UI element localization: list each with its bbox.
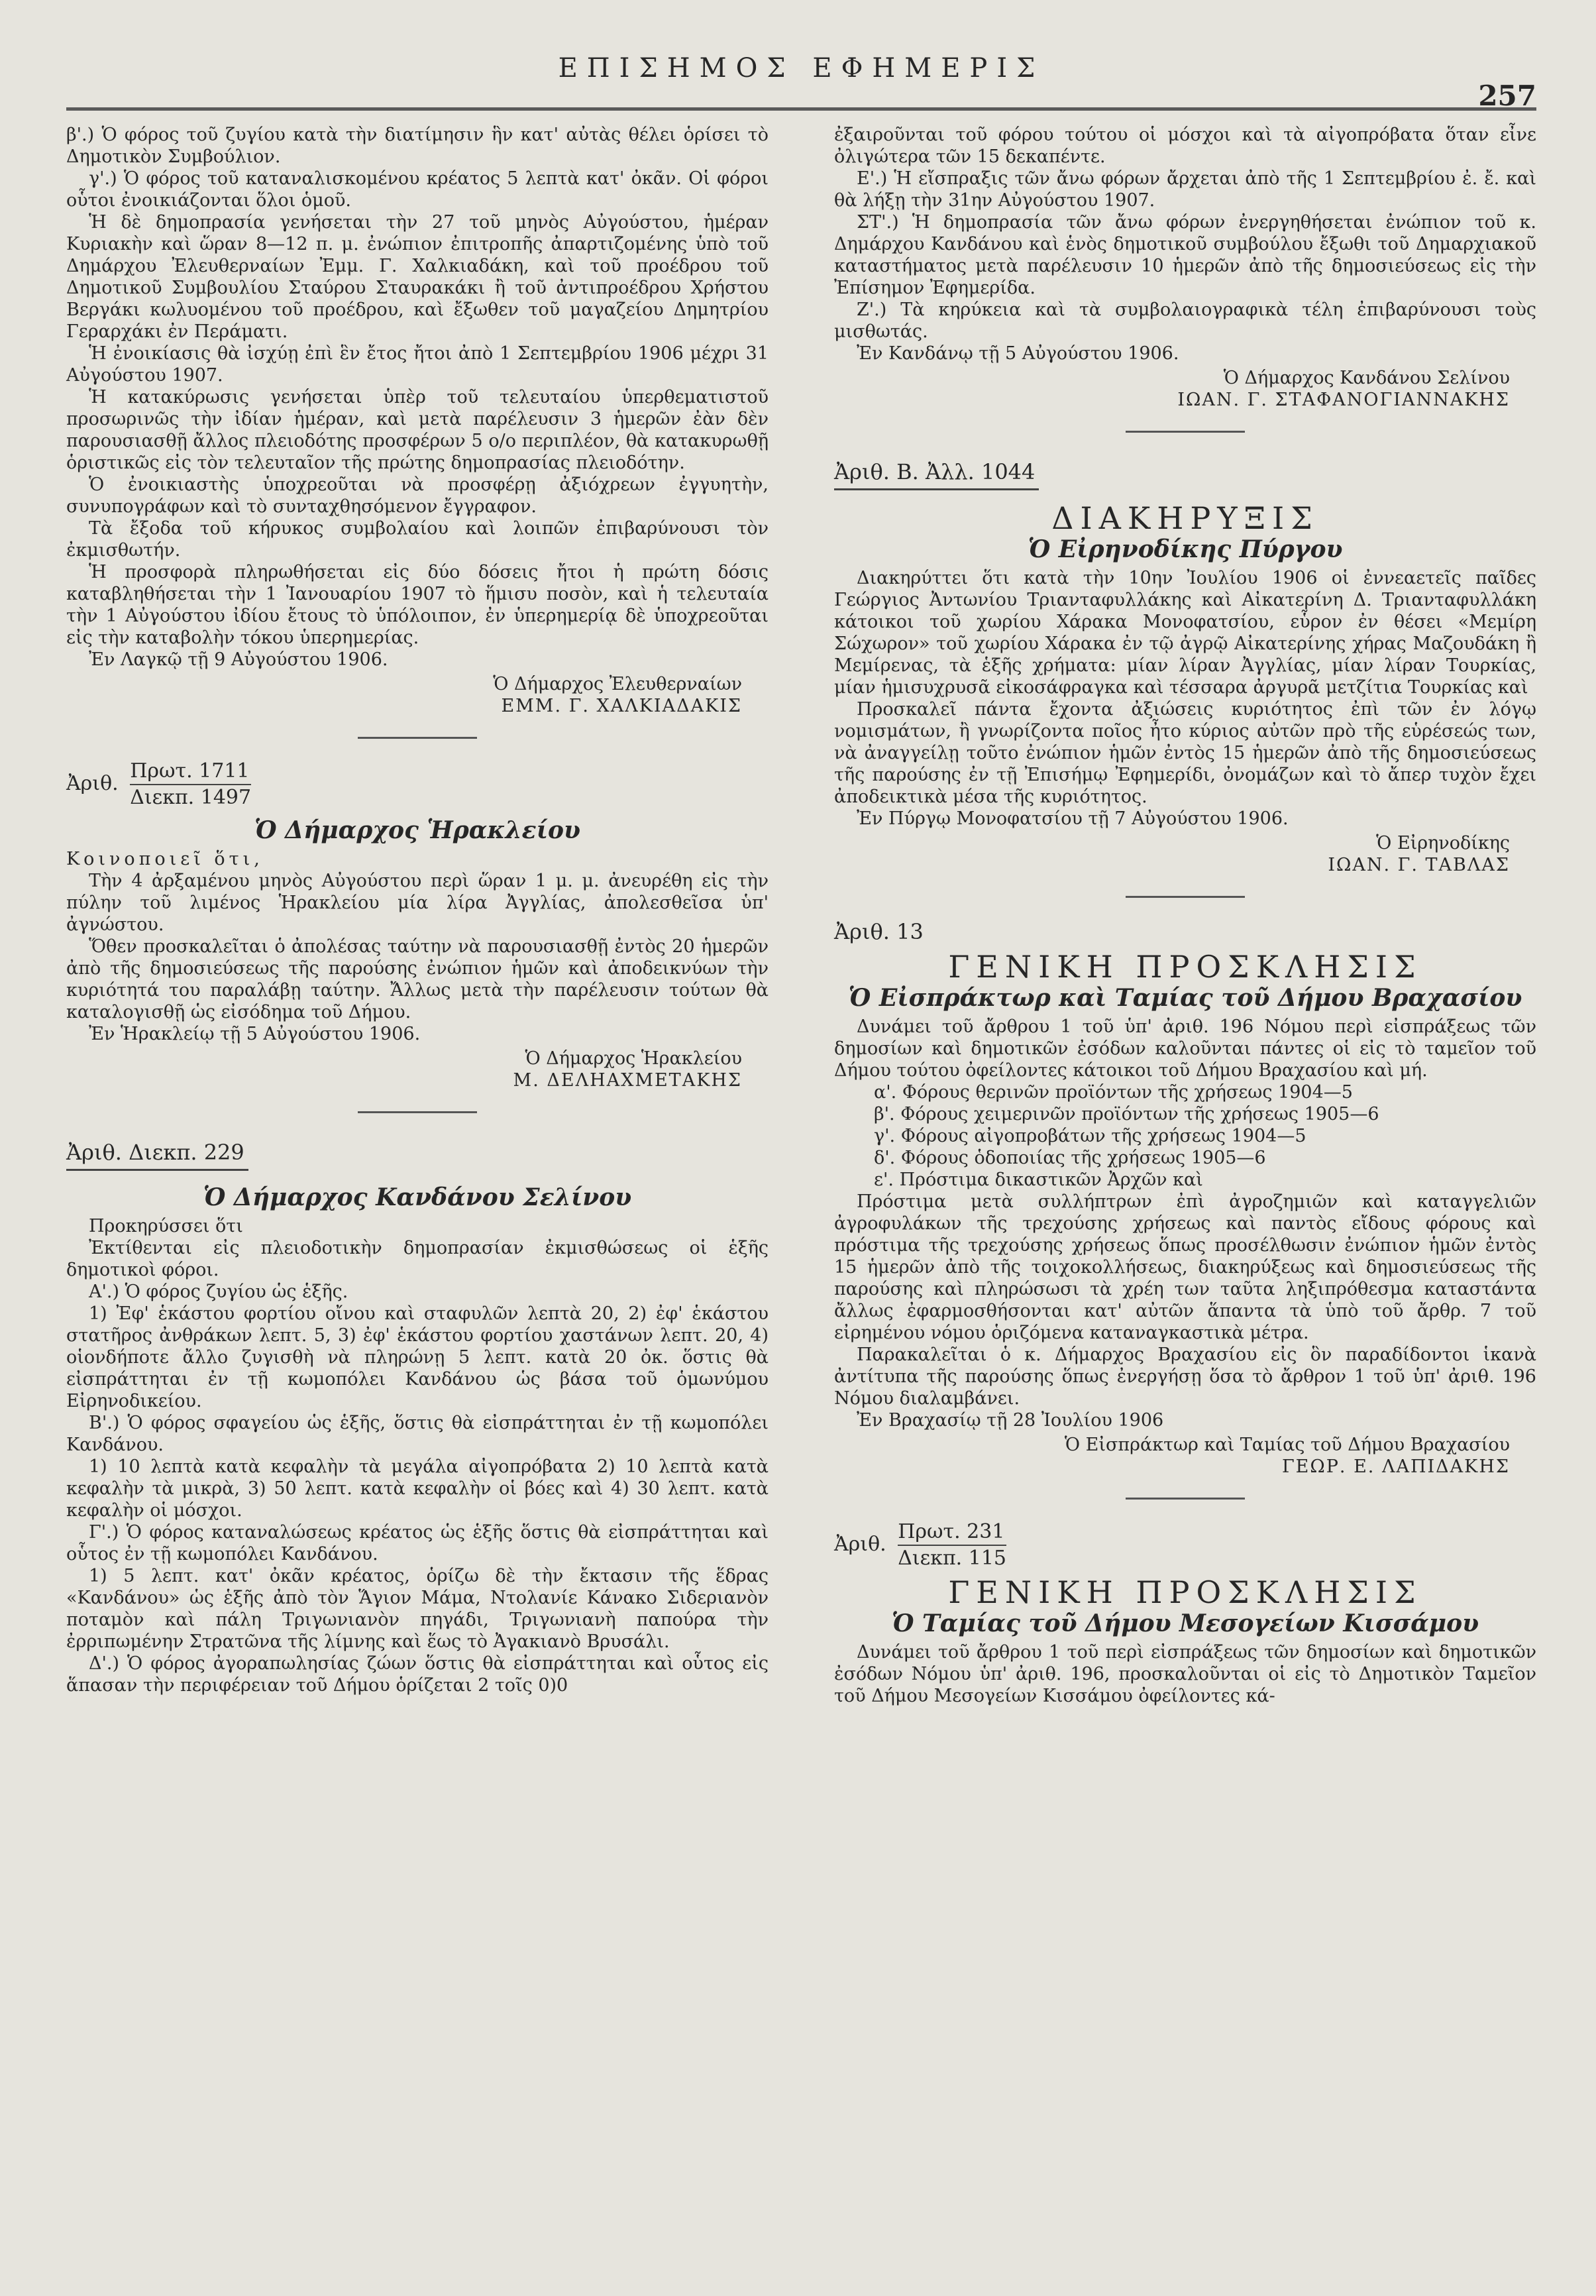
paragraph: 1) 10 λεπτὰ κατὰ κεφαλὴν τὰ μεγάλα αἰγοπρόβατα 2) 10 λεπτὰ κατὰ κεφαλὴν τὰ μικρὰ, 3) 50 λεπτ. κατὰ κεφαλὴν οἱ βόες καὶ 4) 30 λεπτ. κατὰ κεφαλὴν οἱ μόσχοι. [66,1456,769,1521]
notice-number [834,1519,1536,1571]
paragraph: Ὁ ἐνοικιαστὴς ὑποχρεοῦται νὰ προσφέρῃ ἀξιόχρεων ἐγγυητὴν, συνυπογράφων καὶ τὸ συνταχθησόμενον ἔγγραφον. [66,474,769,517]
signature-name: ΙΩΑΝ. Γ. ΣΤΑΦΑΝΟΓΙΑΝΝΑΚΗΣ [1177,390,1510,410]
notice-subheading: Κοινοποιεῖ ὅτι, [66,849,264,869]
list-item: γ'. Φόρους αἰγοπροβάτων τῆς χρήσεως 1904—5 [874,1126,1306,1146]
notice-number: Ἀριθ. Διεκπ. 229 [66,1138,248,1171]
signature-title: Ὁ Δήμαρχος Ἡρακλείου [525,1048,742,1069]
signature [66,673,769,717]
notice-number: Ἀριθ. 13 [834,919,924,944]
signature-name: ΕΜΜ. Γ. ΧΑΛΚΙΑΔΑΚΙΣ [501,696,742,716]
notice-heading: Ὁ Δήμαρχος Ἡρακλείου [254,816,580,844]
paragraph: Ἡ κατακύρωσις γενήσεται ὑπὲρ τοῦ τελευταίου ὑπερθεματιστοῦ προσωρινῶς τὴν ἰδίαν ἡμέραν, καὶ μετὰ παρέλευσιν 3 ἡμερῶν ἐὰν δὲν παρουσιασθῇ ἄλλος πλειοδότης προσφέρων 5 ο/ο περιπλέον, θὰ κατακυρωθῇ ὁριστικῶς εἰς τὸν τελευταῖον τῆς πρώτης δημοπρασίας πλειοδότην. [66,387,769,473]
left-column [66,124,769,1707]
signature-title: Ὁ Εἰρηνοδίκης [1376,833,1510,853]
paragraph: Γ'.) Ὁ φόρος καταναλώσεως κρέατος ὡς ἑξῆς ὅστις θὰ εἰσπράττηται καὶ οὗτος ἐν τῇ κωμοπόλει Κανδάνου. [66,1522,769,1564]
arith-label: Ἀριθ. [834,1533,886,1556]
paragraph: ἐξαιροῦνται τοῦ φόρου τούτου οἱ μόσχοι καὶ τὰ αἰγοπρόβατα ὅταν εἶνε ὀλιγώτερα τῶν 15 δεκαπέντε. [834,125,1536,167]
separator [358,737,477,739]
list-item: α'. Φόρους θερινῶν προϊόντων τῆς χρήσεως 1904—5 [874,1082,1353,1103]
list-item: ε'. Πρόστιμα δικαστικῶν Ἀρχῶν καὶ [874,1170,1203,1190]
place-date: Ἐν Λαγκῷ τῇ 9 Αὐγούστου 1906. [89,649,388,670]
separator [1126,431,1245,433]
notice-heraklion [66,759,769,1091]
notice-kandanos [66,1133,769,1696]
paragraph: Ὅθεν προσκαλεῖται ὁ ἀπολέσας ταύτην νὰ παρουσιασθῇ ἐντὸς 20 ἡμερῶν ἀπὸ τῆς δημοσιεύσεως τῆς παρούσης ἐνώπιον ἡμῶν καὶ ἀποδεικνύων τὴν κυριότητά του παραλάβῃ ταύτην. Ἄλλως μετὰ τὴν παρέλευσιν τούτων θὰ καταλογισθῇ ὡς εἰσόδημα τοῦ Δήμου. [66,936,769,1022]
paragraph: Ἐκτίθενται εἰς πλειοδοτικὴν δημοπρασίαν ἐκμισθώσεως οἱ ἑξῆς δημοτικοὶ φόροι. [66,1238,769,1280]
notice-number: Ἀριθ. Β. Ἀλλ. 1044 [834,458,1039,490]
dispatch-number: Διεκπ. 115 [898,1547,1006,1570]
paragraph: Ζ'.) Τὰ κηρύκεια καὶ τὰ συμβολαιογραφικὰ τέλη ἐπιβαρύνουσι τοὺς μισθωτάς. [834,300,1536,342]
signature-title: Ὁ Δήμαρχος Κανδάνου Σελίνου [1223,368,1510,388]
paragraph: Ἡ ἐνοικίασις θὰ ἰσχύῃ ἐπὶ ἓν ἔτος ἤτοι ἀπὸ 1 Σεπτεμβρίου 1906 μέχρι 31 Αὐγούστου 1907. [66,343,769,386]
signature-title: Ὁ Δήμαρχος Ἐλευθερναίων [493,674,742,694]
list-item: δ'. Φόρους ὁδοποιίας τῆς χρήσεως 1905—6 [874,1148,1266,1168]
paragraph: Ἡ δὲ δημοπρασία γενήσεται τὴν 27 τοῦ μηνὸς Αὐγούστου, ἡμέραν Κυριακὴν καὶ ὥραν 8—12 π. μ. ἐνώπιον ἐπιτροπῆς ἀπαρτιζομένης ὑπὸ τοῦ Δημάρχου Ἐλευθερναίων Ἐμμ. Γ. Χαλκιαδάκη, καὶ τοῦ προέδρου τοῦ Δημοτικοῦ Συμβουλίου Σταύρου Σταυρακάκι ἢ τοῦ ἀντιπροέδρου Χρήστου Βεργάκι κωλυομένου τοῦ προέδρου, καὶ ἔξωθεν τοῦ μαγαζείου Δημητρίου Γεραρχάκι ἐν Περάματι. [66,212,769,342]
paragraph: Δ'.) Ὁ φόρος ἀγοραπωλησίας ζώων ὅστις θὰ εἰσπράττηται καὶ οὗτος εἰς ἅπασαν τὴν περιφέρειαν τοῦ Δήμου ὁρίζεται 2 τοῖς 0)0 [66,1653,769,1696]
separator [1126,1498,1245,1500]
paragraph: Δυνάμει τοῦ ἄρθρου 1 τοῦ περὶ εἰσπράξεως τῶν δημοσίων καὶ δημοτικῶν ἐσόδων Νόμου ὑπ' ἀριθ. 196, προσκαλοῦνται οἱ εἰς τὸ Δημοτικὸν Ταμεῖον τοῦ Δήμου Μεσογείων Κισσάμου ὀφείλοντες κά- [834,1642,1536,1706]
place-date: Ἐν Βραχασίῳ τῇ 28 Ἰουλίου 1906 [857,1410,1164,1431]
paragraph: Β'.) Ὁ φόρος σφαγείου ὡς ἑξῆς, ὅστις θὰ εἰσπράττηται ἐν τῇ κωμοπόλει Κανδάνου. [66,1413,769,1455]
paragraph: Ἡ προσφορὰ πληρωθήσεται εἰς δύο δόσεις ἤτοι ἡ πρώτη δόσις καταβληθήσεται τὴν 1 Ἰανουαρίου 1907 τὸ ἥμισυ ποσὸν, καὶ ἡ τελευταία τὴν 1 Αὐγούστου ἰδίου ἔτους τὸ ὑπόλοιπον, ἐν ὑπερημερίᾳ δὲ ὑποχρεοῦται εἰς τὴν καταβολὴν τόκου ὑπερημερίας. [66,562,769,648]
header-rule [66,107,1536,111]
place-date: Ἐν Κανδάνῳ τῇ 5 Αὐγούστου 1906. [857,343,1179,364]
right-column [834,124,1536,1707]
paragraph: Διακηρύττει ὅτι κατὰ τὴν 10ην Ἰουλίου 1906 οἱ ἐννεαετεῖς παῖδες Γεώργιος Ἀντωνίου Τριανταφυλλάκης καὶ Αἰκατερίνη Δ. Τριανταφυλλάκη κάτοικοι τοῦ χωρίου Χάρακα Μονοφατσίου, εὗρον ἐν θέσει «Μεμίρη Σώχωρον» τοῦ χωρίου Χάρακα ἐν τῷ ἀγρῷ Αἰκατερίνης χήρας Μαζουδάκη ἢ Μεμίρενας, τὰ ἑξῆς χρήματα: μίαν λίραν Ἀγγλίας, μίαν λίραν Τουρκίας, μίαν ἡμισυχρυσᾶ εἰκοσάφραγκα καὶ τέσσαρα ἀργυρᾶ μετζίτια Τουρκίας καὶ [834,568,1536,698]
signature-name: Μ. ΔΕΛΗΑΧΜΕΤΑΚΗΣ [513,1070,742,1091]
list-item: β'. Φόρους χειμερινῶν προϊόντων τῆς χρήσεως 1905—6 [874,1104,1379,1124]
signature [834,367,1536,411]
page-number: 257 [1478,80,1536,112]
notice-vrachasi [834,918,1536,1478]
protocol-number: Πρωτ. 1711 [130,759,251,785]
notice-pyrgos [834,453,1536,876]
paragraph: Προσκαλεῖ πάντα ἔχοντα ἀξιώσεις κυριότητος ἐπὶ τῶν ἐν λόγῳ νομισμάτων, ἢ γνωρίζοντα ποῖος ἦτο κύριος αὐτῶν πρὸ τῆς εὑρέσεώς των, νὰ ἀναγγείλῃ τοῦτο ἐνώπιον ἡμῶν ἐντὸς 15 ἡμερῶν ἀπὸ τῆς δημοσιεύσεως τῆς παρούσης ἐν τῇ Ἐπισήμῳ Ἐφημερίδι, ὀνομάζων καὶ τὸ ἄπερ τυχὸν ἔχει ἀποδεικτικὰ μέσα τῆς κυριότητος. [834,699,1536,807]
continued-notice [834,124,1536,411]
notice-mesogeia [834,1519,1536,1707]
place-date: Ἐν Πύργῳ Μονοφατσίου τῇ 7 Αὐγούστου 1906. [857,808,1289,829]
paragraph: β'.) Ὁ φόρος τοῦ ζυγίου κατὰ τὴν διατίμησιν ἣν κατ' αὐτὰς θέλει ὁρίσει τὸ Δημοτικὸν Συμβούλιον. [66,125,769,167]
notice-heading: Ὁ Εἰσπράκτωρ καὶ Ταμίας τοῦ Δήμου Βραχασίου [848,984,1522,1012]
paragraph: 1) Ἐφ' ἑκάστου φορτίου οἴνου καὶ σταφυλῶν λεπτὰ 20, 2) ἐφ' ἑκάστου στατῆρος ἀνθράκων λεπτ. 5, 3) ἐφ' ἑκάστου φορτίου χαστάνων λεπτ. 20, 4) οἱονδήποτε ἄλλο ζυγισθὴ νὰ πληρώνῃ 5 λεπτ. κατὰ 20 ὀκ. ὅστις θὰ εἰσπράττηται ἐν τῇ κωμοπόλει Κανδάνου ὡς βάσα τοῦ ὁμωνύμου Εἰρηνοδικείου. [66,1303,769,1411]
tax-list [834,1081,1536,1191]
paragraph: Παρακαλεῖται ὁ κ. Δήμαρχος Βραχασίου εἰς ὃν παραδίδοντοι ἱκανὰ ἀντίτυπα τῆς παρούσης ὅπως ἐνεργήσῃ ὅσα τὸ ἄρθρον 1 τοῦ ὑπ' ἀριθ. 196 Νόμου διαλαμβάνει. [834,1344,1536,1409]
arith-label: Ἀριθ. [66,772,119,795]
paragraph: Α'.) Ὁ φόρος ζυγίου ὡς ἑξῆς. [89,1282,348,1302]
separator [1126,896,1245,898]
signature [834,832,1536,876]
notice-title: ΔΙΑΚΗΡΥΞΙΣ [1051,500,1319,536]
paragraph: Ε'.) Ἡ εἴσπραξις τῶν ἄνω φόρων ἄρχεται ἀπὸ τῆς 1 Σεπτεμβρίου ἐ. ἔ. καὶ θὰ λήξῃ τὴν 31ην Αὐγούστου 1907. [834,168,1536,211]
notice-heading: Ὁ Ταμίας τοῦ Δήμου Μεσογείων Κισσάμου [891,1610,1479,1637]
signature-name: ΙΩΑΝ. Γ. ΤΑΒΛΑΣ [1328,855,1510,875]
signature [834,1434,1536,1478]
protocol-number: Πρωτ. 231 [898,1519,1006,1546]
paragraph: 1) 5 λεπτ. κατ' ὀκᾶν κρέατος, ὁρίζω δὲ τὴν ἔκτασιν τῆς ἕδρας «Κανδάνου» ὡς ἑξῆς ἀπὸ τὸν Ἅγιον Μάμα, Ντολανίε Κάνακο Σιδεριανὸν ποταμὸν καὶ πάλη Τριγωνιανὸν πηγάδι, Τριγωνιανὴ παπούρα τὴν ἐρριπωμένην Στρατῶνα τῆς λίμνης καὶ ἕως τὸ Ἀγακιανὸ Βρυσάλι. [66,1566,769,1652]
notice-heading: Ὁ Εἰρηνοδίκης Πύργου [1028,535,1343,563]
gazette-title: ΕΠΙΣΗΜΟΣ ΕΦΗΜΕΡΙΣ [558,53,1045,83]
notice-subheading: Προκηρύσσει ὅτι [89,1216,243,1236]
signature-title: Ὁ Εἰσπράκτωρ καὶ Ταμίας τοῦ Δήμου Βραχασίου [1064,1435,1510,1455]
notice-title: ΓΕΝΙΚΗ ΠΡΟΣΚΛΗΣΙΣ [948,949,1422,985]
notice-heading: Ὁ Δήμαρχος Κανδάνου Σελίνου [203,1183,632,1211]
continued-notice [66,124,769,717]
dispatch-number: Διεκπ. 1497 [130,786,252,809]
number-fraction [898,1519,1006,1571]
paragraph: Τὴν 4 ἀρξαμένου μηνὸς Αὐγούστου περὶ ὥραν 1 μ. μ. ἀνευρέθη εἰς τὴν πύλην τοῦ λιμένος Ἡρακλείου μία λίρα Ἀγγλίας, ἀπολεσθεῖσα ὑπ' ἀγνώστου. [66,871,769,935]
paragraph: ΣΤ'.) Ἡ δημοπρασία τῶν ἄνω φόρων ἐνεργηθήσεται ἐνώπιον τοῦ κ. Δημάρχου Κανδάνου καὶ ἑνὸς δημοτικοῦ συμβούλου ἔξωθι τοῦ Δημαρχιακοῦ καταστήματος μετὰ παρέλευσιν 10 ἡμερῶν ἀπὸ τῆς δημοσιεύσεως εἰς τὴν Ἐπίσημον Ἐφημερίδα. [834,212,1536,298]
notice-title: ΓΕΝΙΚΗ ΠΡΟΣΚΛΗΣΙΣ [948,1574,1422,1610]
signature-name: ΓΕΩΡ. Ε. ΛΑΠΙΔΑΚΗΣ [1281,1456,1510,1477]
notice-number [66,759,769,810]
separator [358,1111,477,1113]
paragraph: Τὰ ἔξοδα τοῦ κήρυκος συμβολαίου καὶ λοιπῶν ἐπιβαρύνουσι τὸν ἐκμισθωτήν. [66,518,769,561]
number-fraction [130,759,251,810]
page-header [66,46,1536,112]
paragraph: γ'.) Ὁ φόρος τοῦ καταναλισκομένου κρέατος 5 λεπτὰ κατ' ὀκᾶν. Οἱ φόροι οὗτοι ἐνοικιάζονται ὅλοι ὁμοῦ. [66,168,769,211]
paragraph: Πρόστιμα μετὰ συλλήπτρων ἐπὶ ἀγροζημιῶν καὶ καταγγελιῶν ἀγροφυλάκων τῆς τρεχούσης χρήσεως καὶ παντὸς εἴδους φόρους καὶ πρόστιμα τῆς τρεχούσης χρήσεως ὅπως προσέλθωσιν ἐνώπιον ἡμῶν ἐντὸς 15 ἡμερῶν ἀπὸ τῆς τοιχοκολλήσεως, διακηρύξεως καὶ δημοσιεύσεως τῆς παρούσης καὶ πληρώσωσι τὰ χρέη των ταῦτα ληξιπρόθεσμα καταστάντα ἄλλως ἐφαρμοσθήσονται κατ' αὐτῶν ἅπαντα τὰ ὑπὸ τοῦ ἄρθρ. 7 τοῦ εἰρημένου νόμου ὁριζόμενα καταναγκαστικὰ μέτρα. [834,1191,1536,1343]
paragraph: Δυνάμει τοῦ ἄρθρου 1 τοῦ ὑπ' ἀριθ. 196 Νόμου περὶ εἰσπράξεως τῶν δημοσίων καὶ δημοτικῶν ἐσόδων καλοῦνται πάντες οἱ εἰς τὸ ταμεῖον τοῦ Δήμου τούτου ὀφείλοντες κάτοικοι τοῦ Δήμου Βραχασίου καὶ μή. [834,1016,1536,1081]
place-date: Ἐν Ἡρακλείῳ τῇ 5 Αὐγούστου 1906. [89,1024,421,1044]
signature [66,1048,769,1091]
